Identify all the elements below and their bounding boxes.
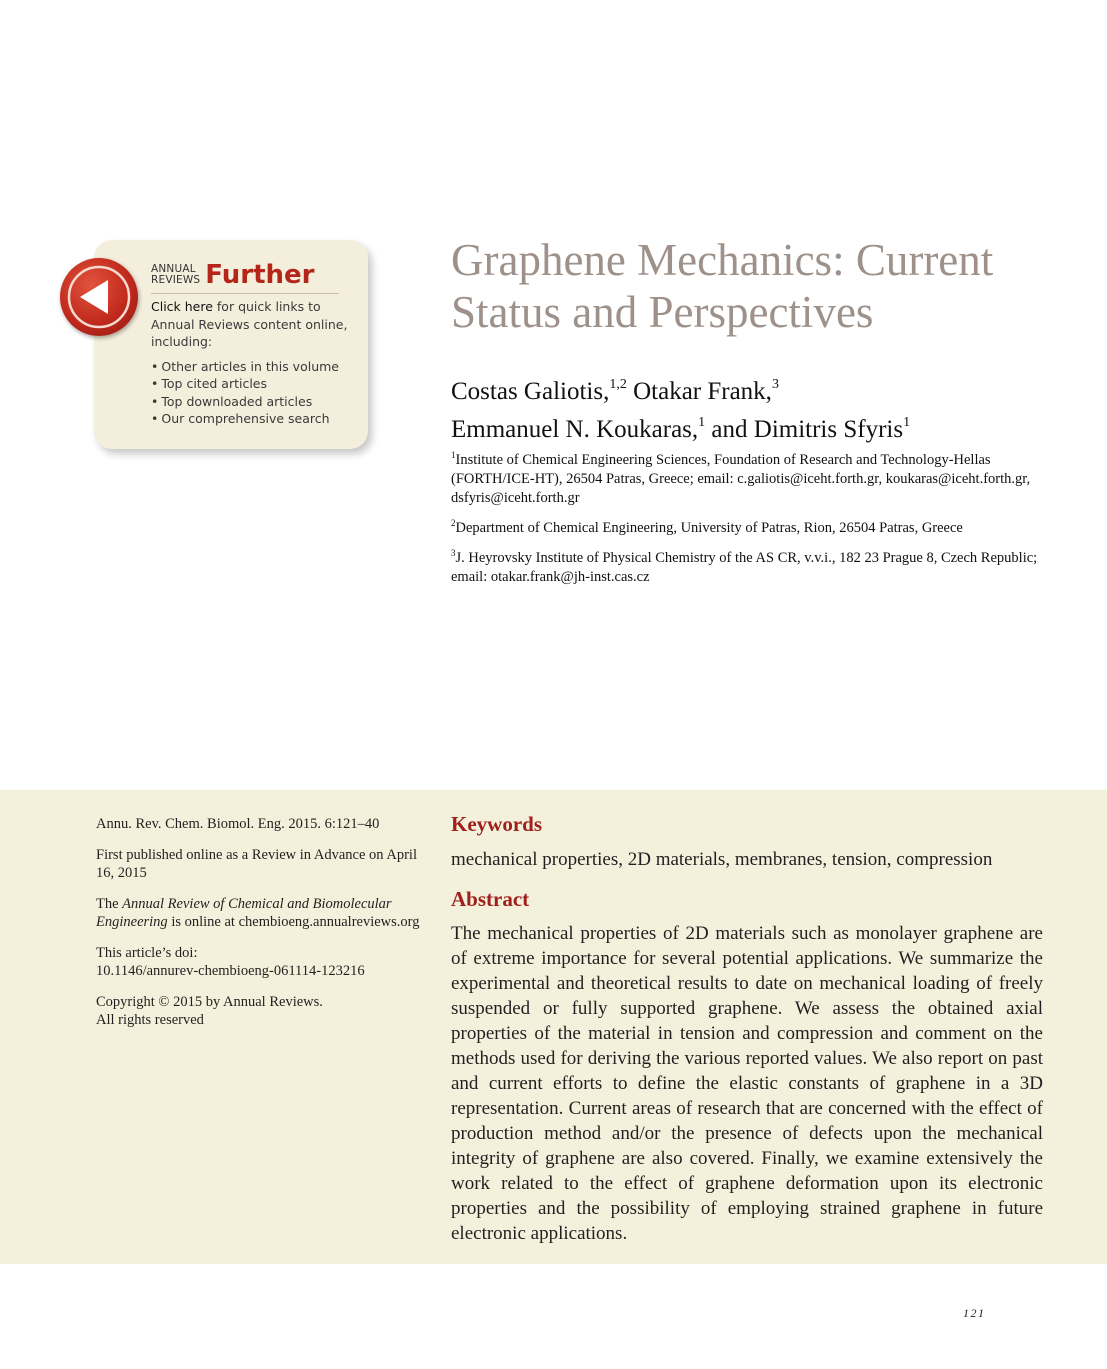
brand-top: ANNUAL: [151, 263, 196, 275]
keywords-heading: Keywords: [451, 812, 542, 836]
further-item-top-cited[interactable]: • Top cited articles: [151, 375, 351, 393]
title-line-1: Graphene Mechanics: Current: [451, 235, 994, 285]
annual-reviews-brand: [151, 262, 351, 288]
doi-label: This article’s doi:: [96, 944, 198, 961]
title-line-2: Status and Perspectives: [451, 287, 874, 337]
citation: Annu. Rev. Chem. Biomol. Eng. 2015. 6:121–40: [96, 816, 380, 832]
author-sup: 1,2: [609, 377, 627, 392]
journal-suffix: is online at chembioeng.annualreviews.org: [167, 914, 420, 930]
further-intro-rest: for quick links to Annual Reviews content online, including:: [151, 299, 348, 349]
first-published: First published online as a Review in Advance on April 16, 2015: [96, 846, 417, 881]
doi-link[interactable]: 10.1146/annurev-chembioeng-061114-123216: [96, 963, 365, 979]
left-triangle-icon: [60, 258, 138, 336]
keywords-text: mechanical properties, 2D materials, membranes, tension, compression: [451, 849, 993, 870]
affiliation: [451, 446, 1041, 508]
author-name: Dimitris Sfyris: [753, 416, 904, 443]
further-list: [151, 358, 351, 428]
further-item-search[interactable]: • Our comprehensive search: [151, 410, 351, 428]
affiliation-text: Institute of Chemical Engineering Sciences, Foundation of Research and Technology-Hellas (FORTH/ICE-HT), 26504 Patras, Greece; email: c.galiotis@iceht.forth.gr, koukaras@iceht.forth.gr, dsfyris@iceht.forth.gr: [451, 452, 1031, 506]
further-content: [151, 262, 351, 428]
further-item-top-downloaded[interactable]: • Top downloaded articles: [151, 393, 351, 411]
journal-info: [96, 895, 431, 932]
affiliation-sup: 3: [451, 548, 456, 558]
abstract-text: The mechanical properties of 2D materials such as monolayer graphene are of extreme importance for several potential applications. We summarize the experimental and theoretical results to date on mechanical loading of freely suspended or fully supported graphene. We assess the obtained axial properties of the material in tension and compression and comment on the methods used for deriving the various reported values. We also report on past and current efforts to define the elastic constants of graphene in a 3D representation. Current areas of research that are concerned with the effect of production method and/or the presence of defects upon the mechanical integrity of graphene are also covered. Finally, we examine extensively the work related to the effect of graphene deformation upon its electronic properties and the possibility of employing strained graphene in future electronic applications.: [451, 923, 1043, 1244]
article-title: [451, 234, 1091, 338]
affiliation: [451, 514, 1041, 538]
copyright: Copyright © 2015 by Annual Reviews.: [96, 993, 323, 1010]
brand-stack: [151, 264, 200, 286]
further-divider: [151, 293, 339, 294]
affiliation-sup: 1: [451, 450, 456, 460]
affiliation-sup: 2: [451, 518, 456, 528]
copyright-block: [96, 993, 431, 1030]
author-sup: 1: [698, 415, 706, 430]
journal-prefix: The: [96, 895, 123, 912]
further-arrow-button[interactable]: [60, 258, 138, 336]
affiliations: [451, 446, 1041, 593]
author-name: Costas Galiotis,: [451, 378, 610, 405]
abstract-heading: Abstract: [451, 887, 530, 911]
citation-sidebar: [96, 815, 431, 1042]
affiliation-text: J. Heyrovsky Institute of Physical Chemistry of the AS CR, v.v.i., 182 23 Prague 8, Czech Republic; email: otakar.frank@jh-inst.cas.cz: [451, 550, 1038, 585]
further-intro: [151, 298, 351, 351]
author-name: Otakar Frank,: [633, 378, 772, 405]
journal-name: Annual Review of Chemical and Biomolecular Engineering: [96, 895, 392, 930]
click-here-link[interactable]: Click here: [151, 299, 213, 314]
page-number: 121: [963, 1306, 986, 1320]
doi-block: [96, 944, 431, 981]
author-list: [451, 369, 1091, 445]
affiliation: [451, 544, 1041, 587]
rights: All rights reserved: [96, 1012, 204, 1028]
author-connector: and: [711, 416, 748, 443]
author-sup: 1: [903, 415, 911, 430]
further-item-other-articles[interactable]: • Other articles in this volume: [151, 358, 351, 376]
author-name: Emmanuel N. Koukaras,: [451, 416, 699, 443]
affiliation-text: Department of Chemical Engineering, University of Patras, Rion, 26504 Patras, Greece: [455, 520, 963, 536]
author-sup: 3: [771, 377, 779, 392]
brand-bottom: REVIEWS: [151, 274, 201, 286]
brand-further: Further: [205, 260, 315, 290]
